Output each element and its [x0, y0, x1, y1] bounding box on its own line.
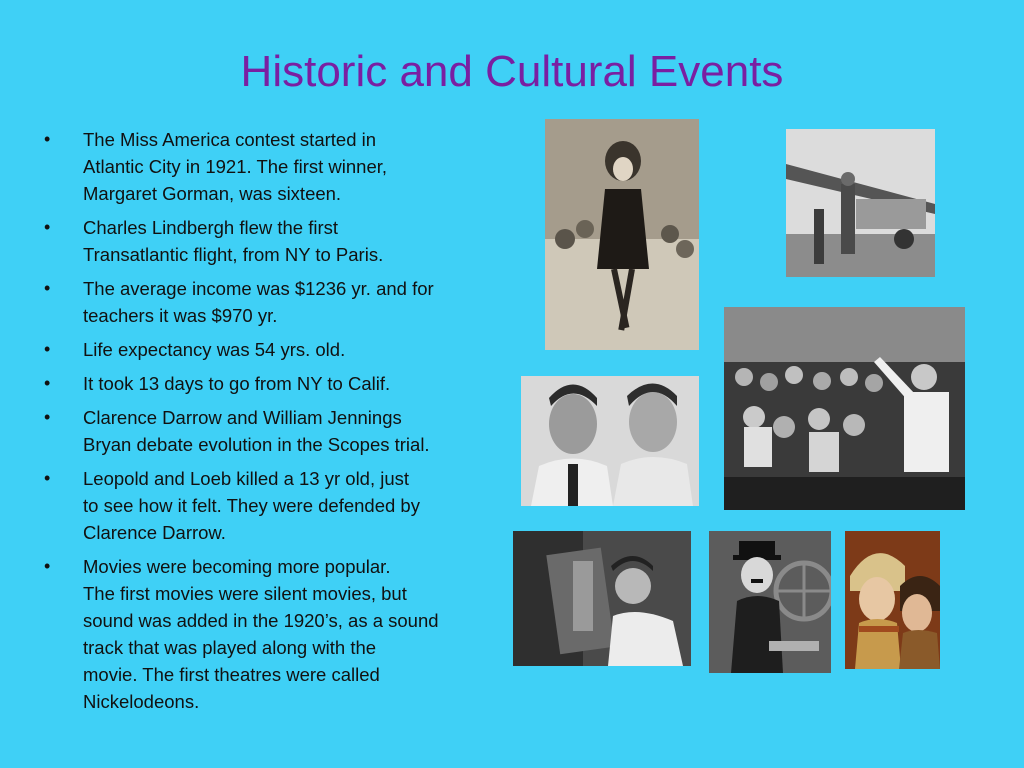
bullet-item	[44, 275, 484, 329]
leopold-loeb-photo	[521, 376, 699, 506]
bullet-text: Charles Lindbergh flew the first Transatlantic flight, from NY to Paris.	[83, 217, 384, 265]
bullet-text: It took 13 days to go from NY to Calif.	[83, 373, 391, 394]
bullet-item	[44, 553, 484, 715]
lindbergh-plane-photo	[786, 129, 935, 277]
bullet-dot: •	[44, 468, 51, 488]
silent-film-stars-photo	[845, 531, 940, 669]
bullet-text: Leopold and Loeb killed a 13 yr old, just to see how it felt. They were defended by Clarence Darrow.	[83, 468, 420, 543]
bullet-item	[44, 370, 484, 397]
bullet-item	[44, 404, 484, 458]
chaplin-photo	[709, 531, 831, 673]
bullet-text: The average income was $1236 yr. and for teachers it was $970 yr.	[83, 278, 434, 326]
miss-america-photo	[545, 119, 699, 350]
bullet-dot: •	[44, 373, 51, 393]
slide-title: Historic and Cultural Events	[240, 47, 784, 96]
bullet-dot: •	[44, 129, 51, 149]
bullet-list	[44, 126, 484, 722]
bullet-dot: •	[44, 339, 51, 359]
bullet-dot: •	[44, 556, 51, 576]
bullet-dot: •	[44, 278, 51, 298]
bullet-text: Life expectancy was 54 yrs. old.	[83, 339, 346, 360]
bullet-item	[44, 126, 484, 207]
bullet-item	[44, 465, 484, 546]
bullet-dot: •	[44, 407, 51, 427]
movie-camera-photo	[513, 531, 691, 666]
bullet-item	[44, 214, 484, 268]
bullet-dot: •	[44, 217, 51, 237]
scopes-trial-photo	[724, 307, 965, 510]
bullet-text: Clarence Darrow and William Jennings Bryan debate evolution in the Scopes trial.	[83, 407, 430, 455]
bullet-item	[44, 336, 484, 363]
bullet-text: Movies were becoming more popular. The first movies were silent movies, but sound was added in the 1920’s, as a sound track that was played along with the movie. The first theatres were called Nickelodeons.	[83, 556, 439, 712]
bullet-text: The Miss America contest started in Atlantic City in 1921. The first winner, Margaret Gorman, was sixteen.	[83, 129, 388, 204]
